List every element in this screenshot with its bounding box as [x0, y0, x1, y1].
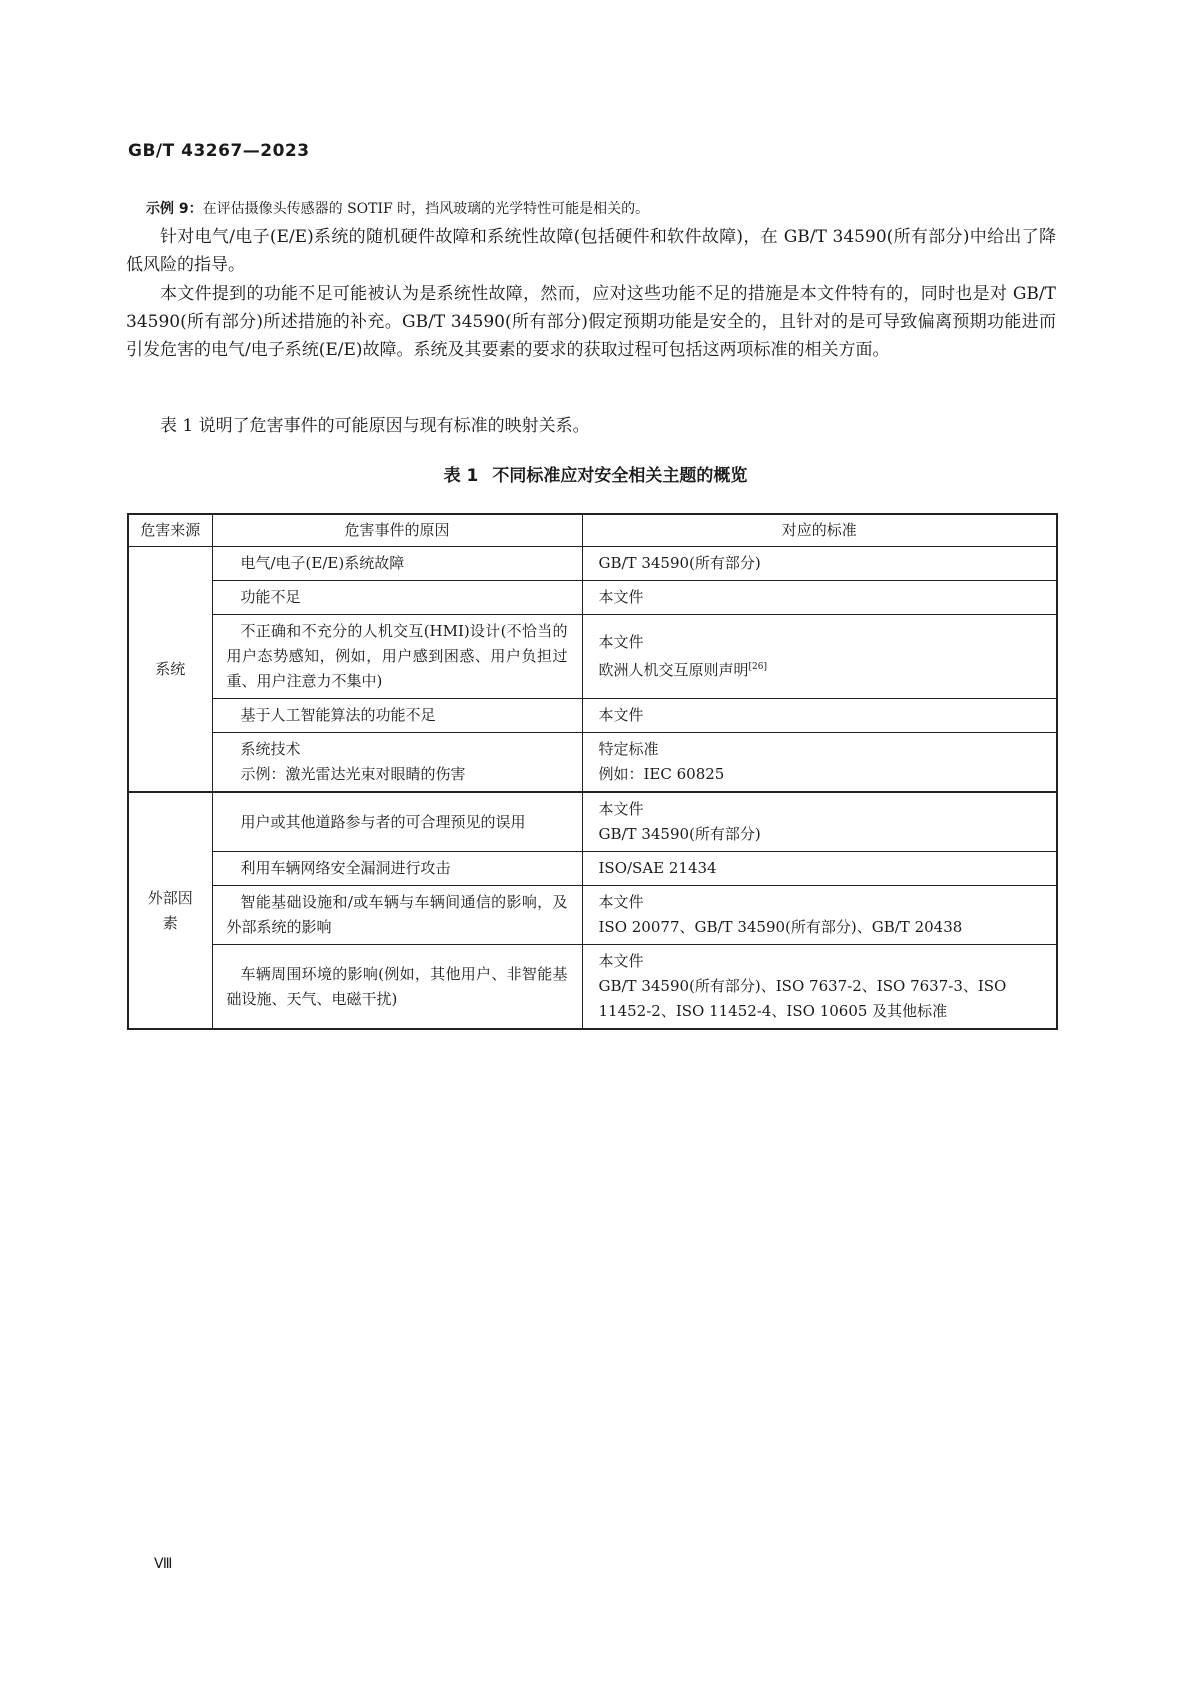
- cause-cell: [212, 792, 582, 852]
- cause-example: 示例：激光雷达光束对眼睛的伤害: [240, 765, 466, 783]
- table-number: 表 1: [443, 466, 479, 486]
- example-note: [146, 198, 649, 218]
- cause-cell: [212, 699, 582, 733]
- table-row: [128, 699, 1057, 733]
- column-header: 危害来源: [128, 514, 212, 547]
- standard-cell: [582, 792, 1057, 852]
- table-row: [128, 581, 1057, 615]
- cause-text: 车辆周围环境的影响(例如，其他用户、非智能基础设施、天气、电磁干扰): [226, 964, 568, 1008]
- cause-cell: [212, 547, 582, 581]
- standard-cell: [582, 733, 1057, 793]
- column-header: 危害事件的原因: [212, 514, 582, 547]
- standard-text: GB/T 34590(所有部分): [598, 825, 761, 843]
- table-row: [128, 547, 1057, 581]
- table-row: [128, 615, 1057, 699]
- cause-cell: [212, 852, 582, 886]
- standard-text-with-ref: [599, 655, 1043, 683]
- example-label: 示例 9：: [146, 201, 203, 217]
- standard-text: 本文件: [598, 633, 644, 651]
- standard-text: 例如：IEC 60825: [598, 765, 725, 783]
- table-row: [128, 852, 1057, 886]
- standard-cell: [582, 852, 1057, 886]
- standard-text: ISO/SAE 21434: [598, 859, 717, 877]
- paragraph: 针对电气/电子(E/E)系统的随机硬件故障和系统性故障(包括硬件和软件故障)，在 GB/T 34590(所有部分)中给出了降低风险的指导。: [126, 227, 1056, 275]
- standard-text: 本文件: [598, 706, 644, 724]
- table-row: [128, 945, 1057, 1030]
- cause-cell: [212, 945, 582, 1030]
- table-header-row: [128, 514, 1057, 547]
- paragraph: 表 1 说明了危害事件的可能原因与现有标准的映射关系。: [160, 416, 590, 436]
- table-row: [128, 886, 1057, 945]
- cause-text: 用户或其他道路参与者的可合理预见的误用: [240, 812, 526, 831]
- page-number: Ⅷ: [154, 1556, 173, 1572]
- standard-cell: [582, 699, 1057, 733]
- standard-text: GB/T 34590(所有部分): [598, 554, 761, 572]
- reference-mark: [26]: [748, 662, 767, 672]
- example-text: 在评估摄像头传感器的 SOTIF 时，挡风玻璃的光学特性可能是相关的。: [202, 201, 650, 217]
- cause-text: 基于人工智能算法的功能不足: [240, 706, 436, 724]
- standard-cell: [582, 581, 1057, 615]
- standard-text: GB/T 34590(所有部分)、ISO 7637-2、ISO 7637-3、ISO 11452-2、ISO 11452-4、ISO 10605 及其他标准: [598, 977, 1007, 1020]
- standard-cell: [582, 945, 1057, 1030]
- standard-text: 本文件: [598, 800, 644, 818]
- standard-text: 欧洲人机交互原则声明: [598, 661, 749, 679]
- cause-text: 功能不足: [240, 588, 301, 606]
- standard-cell: [582, 615, 1057, 699]
- column-header: 对应的标准: [582, 514, 1057, 547]
- standard-text: 本文件: [598, 952, 644, 970]
- standard-code: GB/T 43267—2023: [128, 141, 310, 161]
- standard-cell: [582, 547, 1057, 581]
- standard-text: 特定标准: [598, 740, 659, 758]
- cause-cell: [212, 886, 582, 945]
- paragraph: 本文件提到的功能不足可能被认为是系统性故障，然而，应对这些功能不足的措施是本文件特有的，同时也是对 GB/T 34590(所有部分)所述措施的补充。GB/T 34590(所有部分)假定预期功能是安全的，且针对的是可导致偏离预期功能进而引发危害的电气/电子系统(E/E)故障。系统及其要素的要求的获取过程可包括这两项标准的相关方面。: [126, 284, 1056, 360]
- table-caption: [0, 461, 1191, 486]
- table-row: [128, 733, 1057, 793]
- cause-text: 不正确和不充分的人机交互(HMI)设计(不恰当的用户态势感知，例如，用户感到困惑、用户负担过重、用户注意力不集中): [226, 622, 568, 690]
- standard-text: 本文件: [598, 588, 644, 606]
- source-cell: 系统: [128, 547, 212, 793]
- standard-text: 本文件: [598, 893, 644, 911]
- cause-cell: [212, 581, 582, 615]
- cause-text: 智能基础设施和/或车辆与车辆间通信的影响，及外部系统的影响: [226, 893, 568, 936]
- standard-text: ISO 20077、GB/T 34590(所有部分)、GB/T 20438: [598, 918, 963, 936]
- source-cell: 外部因素: [128, 792, 212, 1029]
- table-title: 不同标准应对安全相关主题的概览: [492, 466, 748, 486]
- cause-cell: [212, 615, 582, 699]
- cause-text: 利用车辆网络安全漏洞进行攻击: [240, 859, 451, 877]
- cause-text: 系统技术: [240, 740, 301, 758]
- table-row: [128, 792, 1057, 852]
- cause-text: 电气/电子(E/E)系统故障: [240, 554, 405, 572]
- overview-table: [127, 513, 1058, 1030]
- cause-cell: [212, 733, 582, 793]
- standard-cell: [582, 886, 1057, 945]
